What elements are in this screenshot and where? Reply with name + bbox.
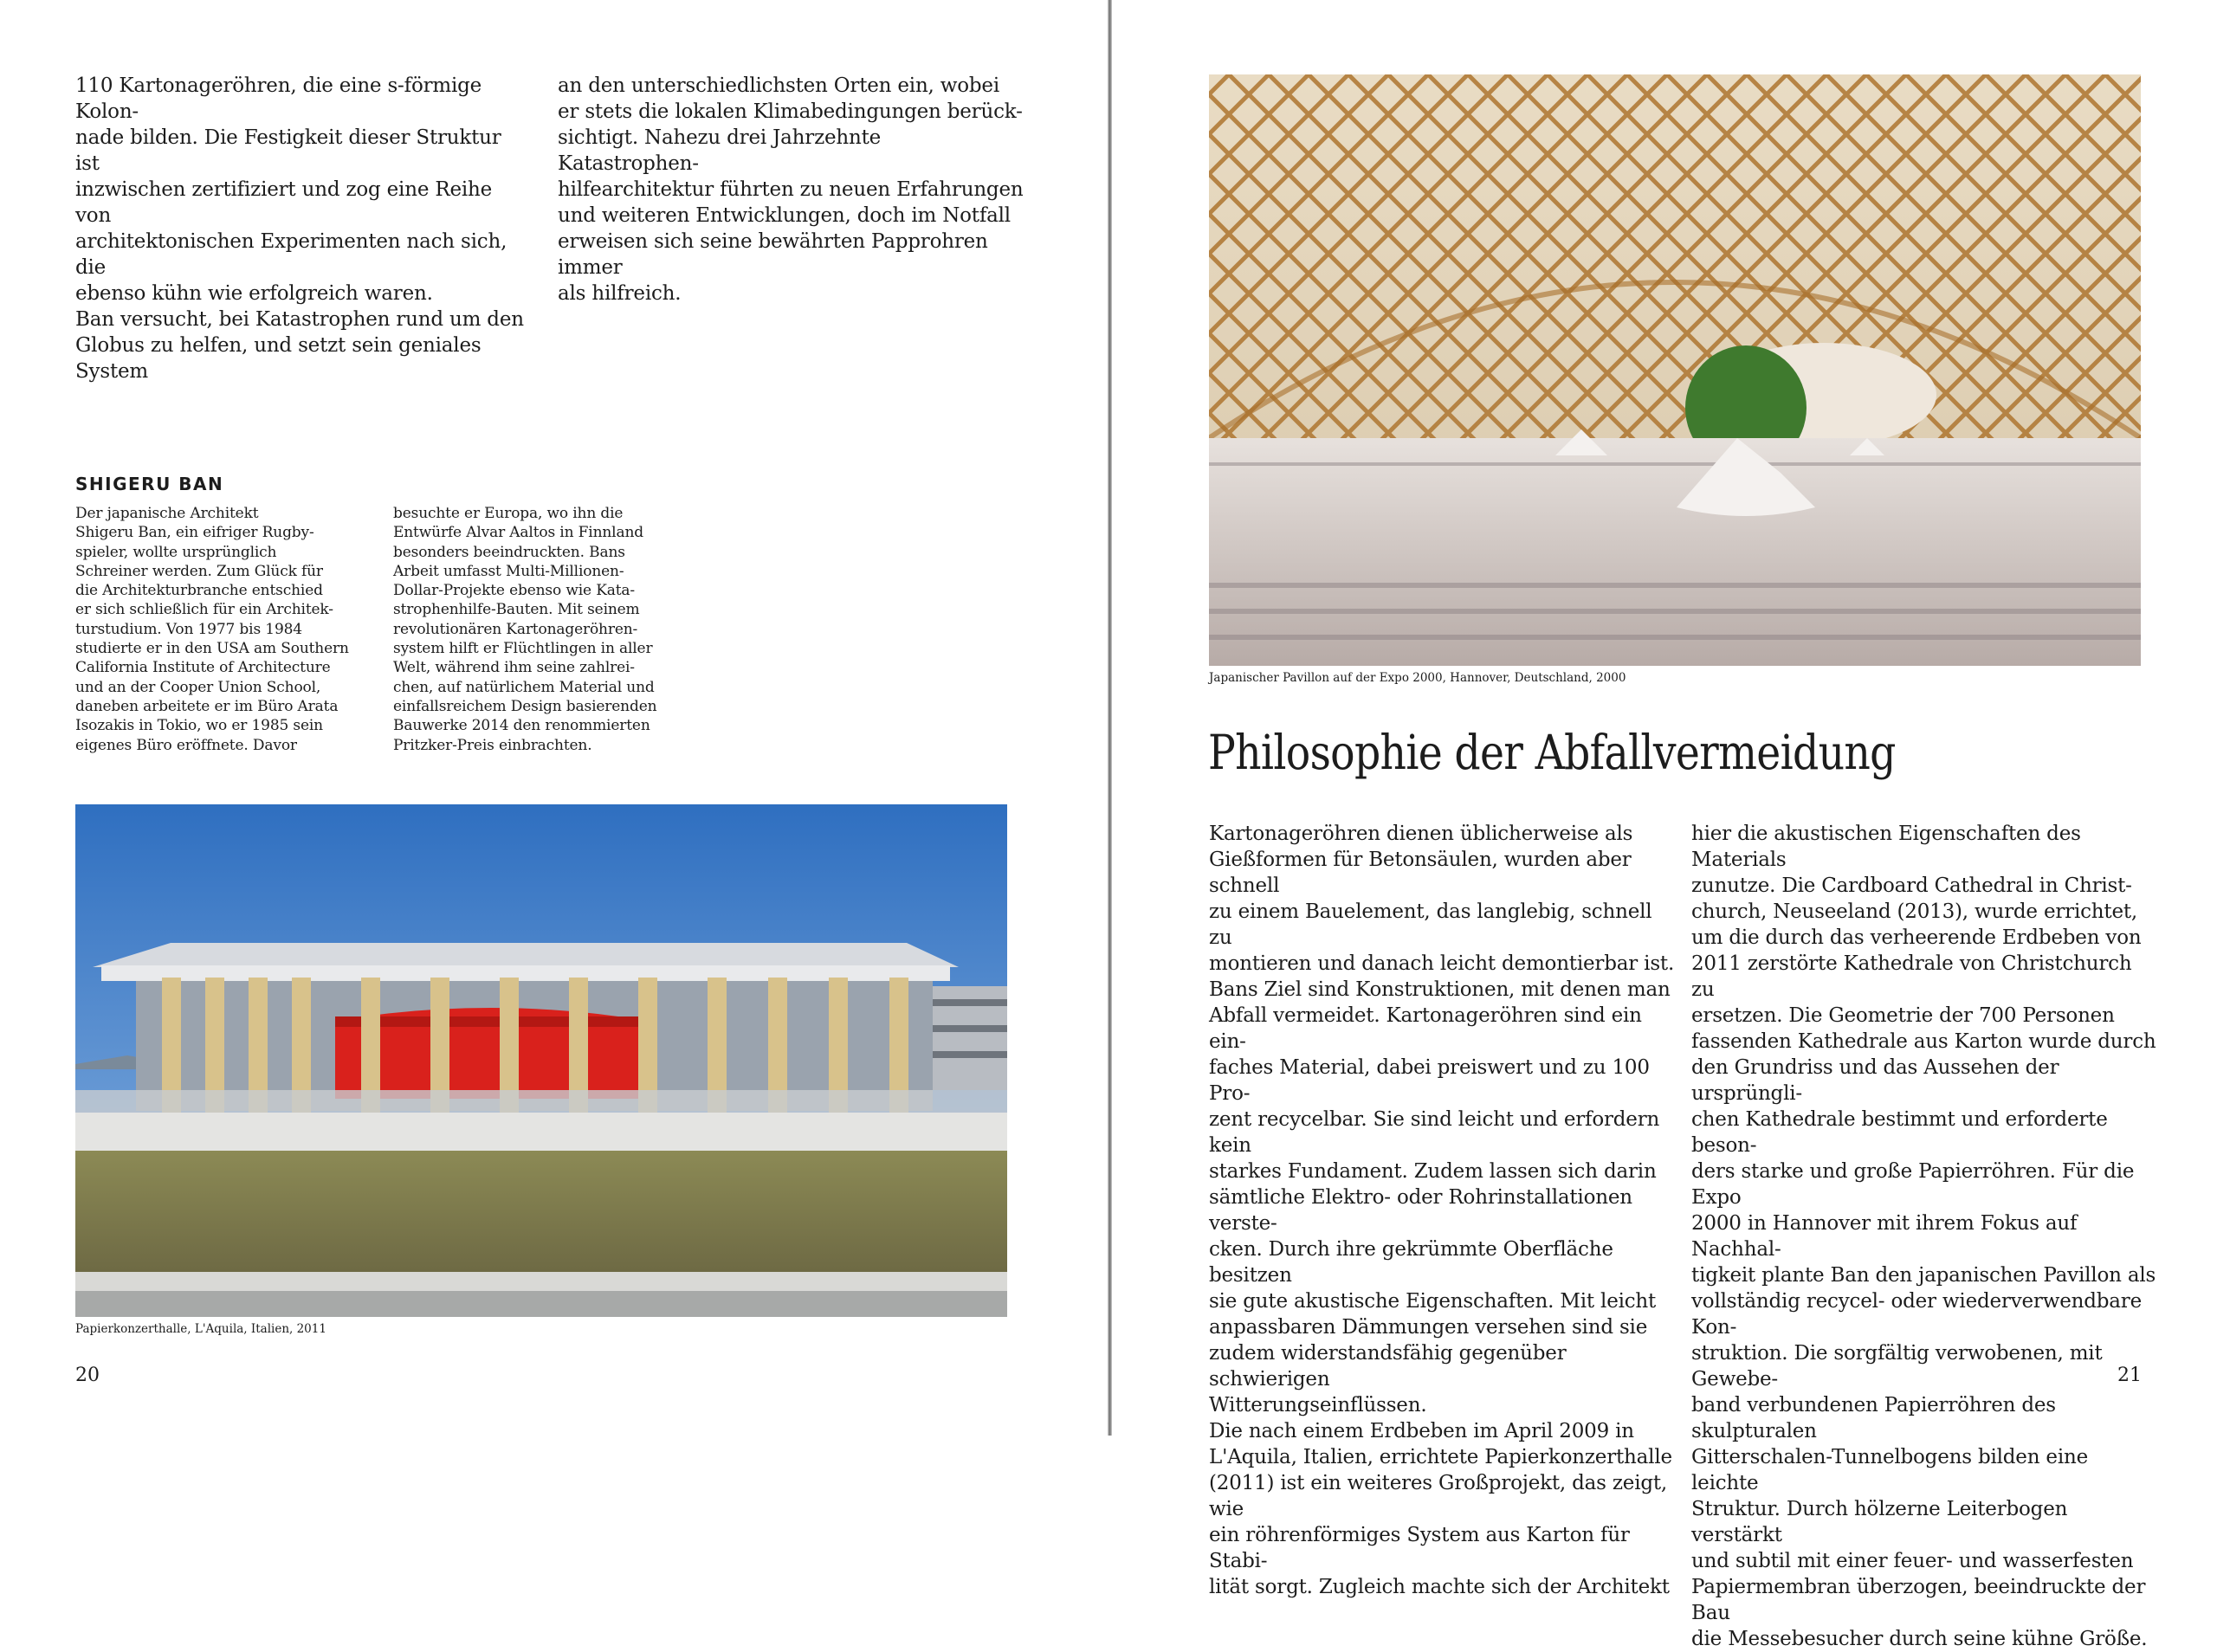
body-text-column-1: Kartonageröhren dienen üblicherweise als Gießformen für Betonsäulen, wurden aber schnell zu einem Bauelement, das langlebig, schnell zu montieren und danach leicht demontierbar ist. Bans Ziel sind Konstruktionen, mit denen man Abfall vermeidet. Kartonageröhren sind ein ein- faches Material, dabei preiswert und zu 100 Pro- zent recycelbar. Sie sind leicht und erfordern kein starkes Fundament. Zudem lassen sich darin sämtliche Elektro- oder Rohrinstallationen verste- cken. Durch ihre gekrümmte Oberfläche besitzen sie gute akustische Eigenschaften. Mit leicht anpassbaren Dämmungen versehen sind sie zudem widerstandsfähig gegenüber schwierigen Witterungseinflüssen. Die nach einem Erdbeben im April 2009 in L'Aquila, Italien, errichtete Papierkonzerthalle (2011) ist ein weiteres Großprojekt, das zeigt, wie ein röhrenförmiges System aus Karton für Stabi- lität sorgt. Zugleich machte sich der Architekt bbox=[1209, 823, 1675, 1598]
intro-text-column-1: 110 Kartonageröhren, die eine s-förmige Kolon- nade bilden. Die Festigkeit dieser Struktur ist inzwischen zertifiziert und zog eine Reihe von architektonischen Experimenten nach sich, die ebenso kühn wie erfolgreich waren. Ban versucht, bei Katastrophen rund um den Globus zu helfen, und setzt sein geniales System bbox=[75, 74, 524, 383]
book-gutter bbox=[1108, 0, 1112, 1436]
concert-hall-photo bbox=[75, 804, 1007, 1317]
intro-text-column-2: an den unterschiedlichsten Orten ein, wobei er stets die lokalen Klimabedingungen berück- sichtigt. Nahezu drei Jahrzehnte Katastrophen- hilfearchitektur führten zu neuen Erfahrungen und weiteren Entwicklungen, doch im Notfall erweisen sich seine bewährten Papprohren immer als hilfreich. bbox=[558, 74, 1024, 305]
concert-hall-caption: Papierkonzerthalle, L'Aquila, Italien, 2011 bbox=[75, 1322, 326, 1336]
bio-heading: SHIGERU BAN bbox=[75, 474, 224, 494]
bio-text-column-1: Der japanische Architekt Shigeru Ban, ein eifriger Rugby- spieler, wollte ursprünglich Schreiner werden. Zum Glück für die Architekturbranche entschied er sich schließlich für ein Architek- turstudium. Von 1977 bis 1984 studierte er in den USA am Southern California Institute of Architecture und an der Cooper Union School, daneben arbeitete er im Büro Arata Isozakis in Tokio, wo er 1985 sein eigenes Büro eröffnete. Davor bbox=[75, 505, 349, 754]
page-number-right: 21 bbox=[2117, 1365, 2142, 1386]
body-text-column-2: hier die akustischen Eigenschaften des Materials zunutze. Die Cardboard Cathedral in Christ- church, Neuseeland (2013), wurde errichtet, um die durch das verheerende Erdbeben von 2011 zerstörte Kathedrale von Christchurch zu ersetzen. Die Geometrie der 700 Personen fassenden Kathedrale aus Karton wurde durch den Grundriss und das Aussehen der ursprüngli- chen Kathedrale bestimmt und erforderte beson- ders starke und große Papierröhren. Für die Expo 2000 in Hannover mit ihrem Fokus auf Nachhal- tigkeit plante Ban den japanischen Pavillon als vollständig recycel- oder wiederverwendbare Kon- struktion. Die sorgfältig verwobenen, mit Gewebe- band verbundenen Papierröhren des skulpturalen Gitterschalen-Tunnelbogens bilden eine leichte Struktur. Durch hölzerne Leiterbogen verstärkt und subtil mit einer feuer- und wasserfesten Papiermembran überzogen, beeindruckte der Bau die Messebesucher durch seine kühne Größe. bbox=[1691, 823, 2156, 1650]
page-number-left: 20 bbox=[75, 1365, 100, 1386]
expo-pavilion-photo bbox=[1209, 74, 2141, 666]
expo-pavilion-caption: Japanischer Pavillon auf der Expo 2000, Hannover, Deutschland, 2000 bbox=[1209, 671, 1626, 685]
bio-text-column-2: besuchte er Europa, wo ihn die Entwürfe Alvar Aaltos in Finnland besonders beeindruckten. Bans Arbeit umfasst Multi-Millionen- Dollar-Projekte ebenso wie Kata- strophenhilfe-Bauten. Mit seinem revolutionären Kartonageröhren- system hilft er Flüchtlingen in aller Welt, während ihm seine zahlrei- chen, auf natürlichem Material und einfallsreichem Design basierenden Bauwerke 2014 den renommierten Pritzker-Preis einbrachten. bbox=[393, 505, 657, 754]
section-heading: Philosophie der Abfallvermeidung bbox=[1208, 725, 1896, 780]
